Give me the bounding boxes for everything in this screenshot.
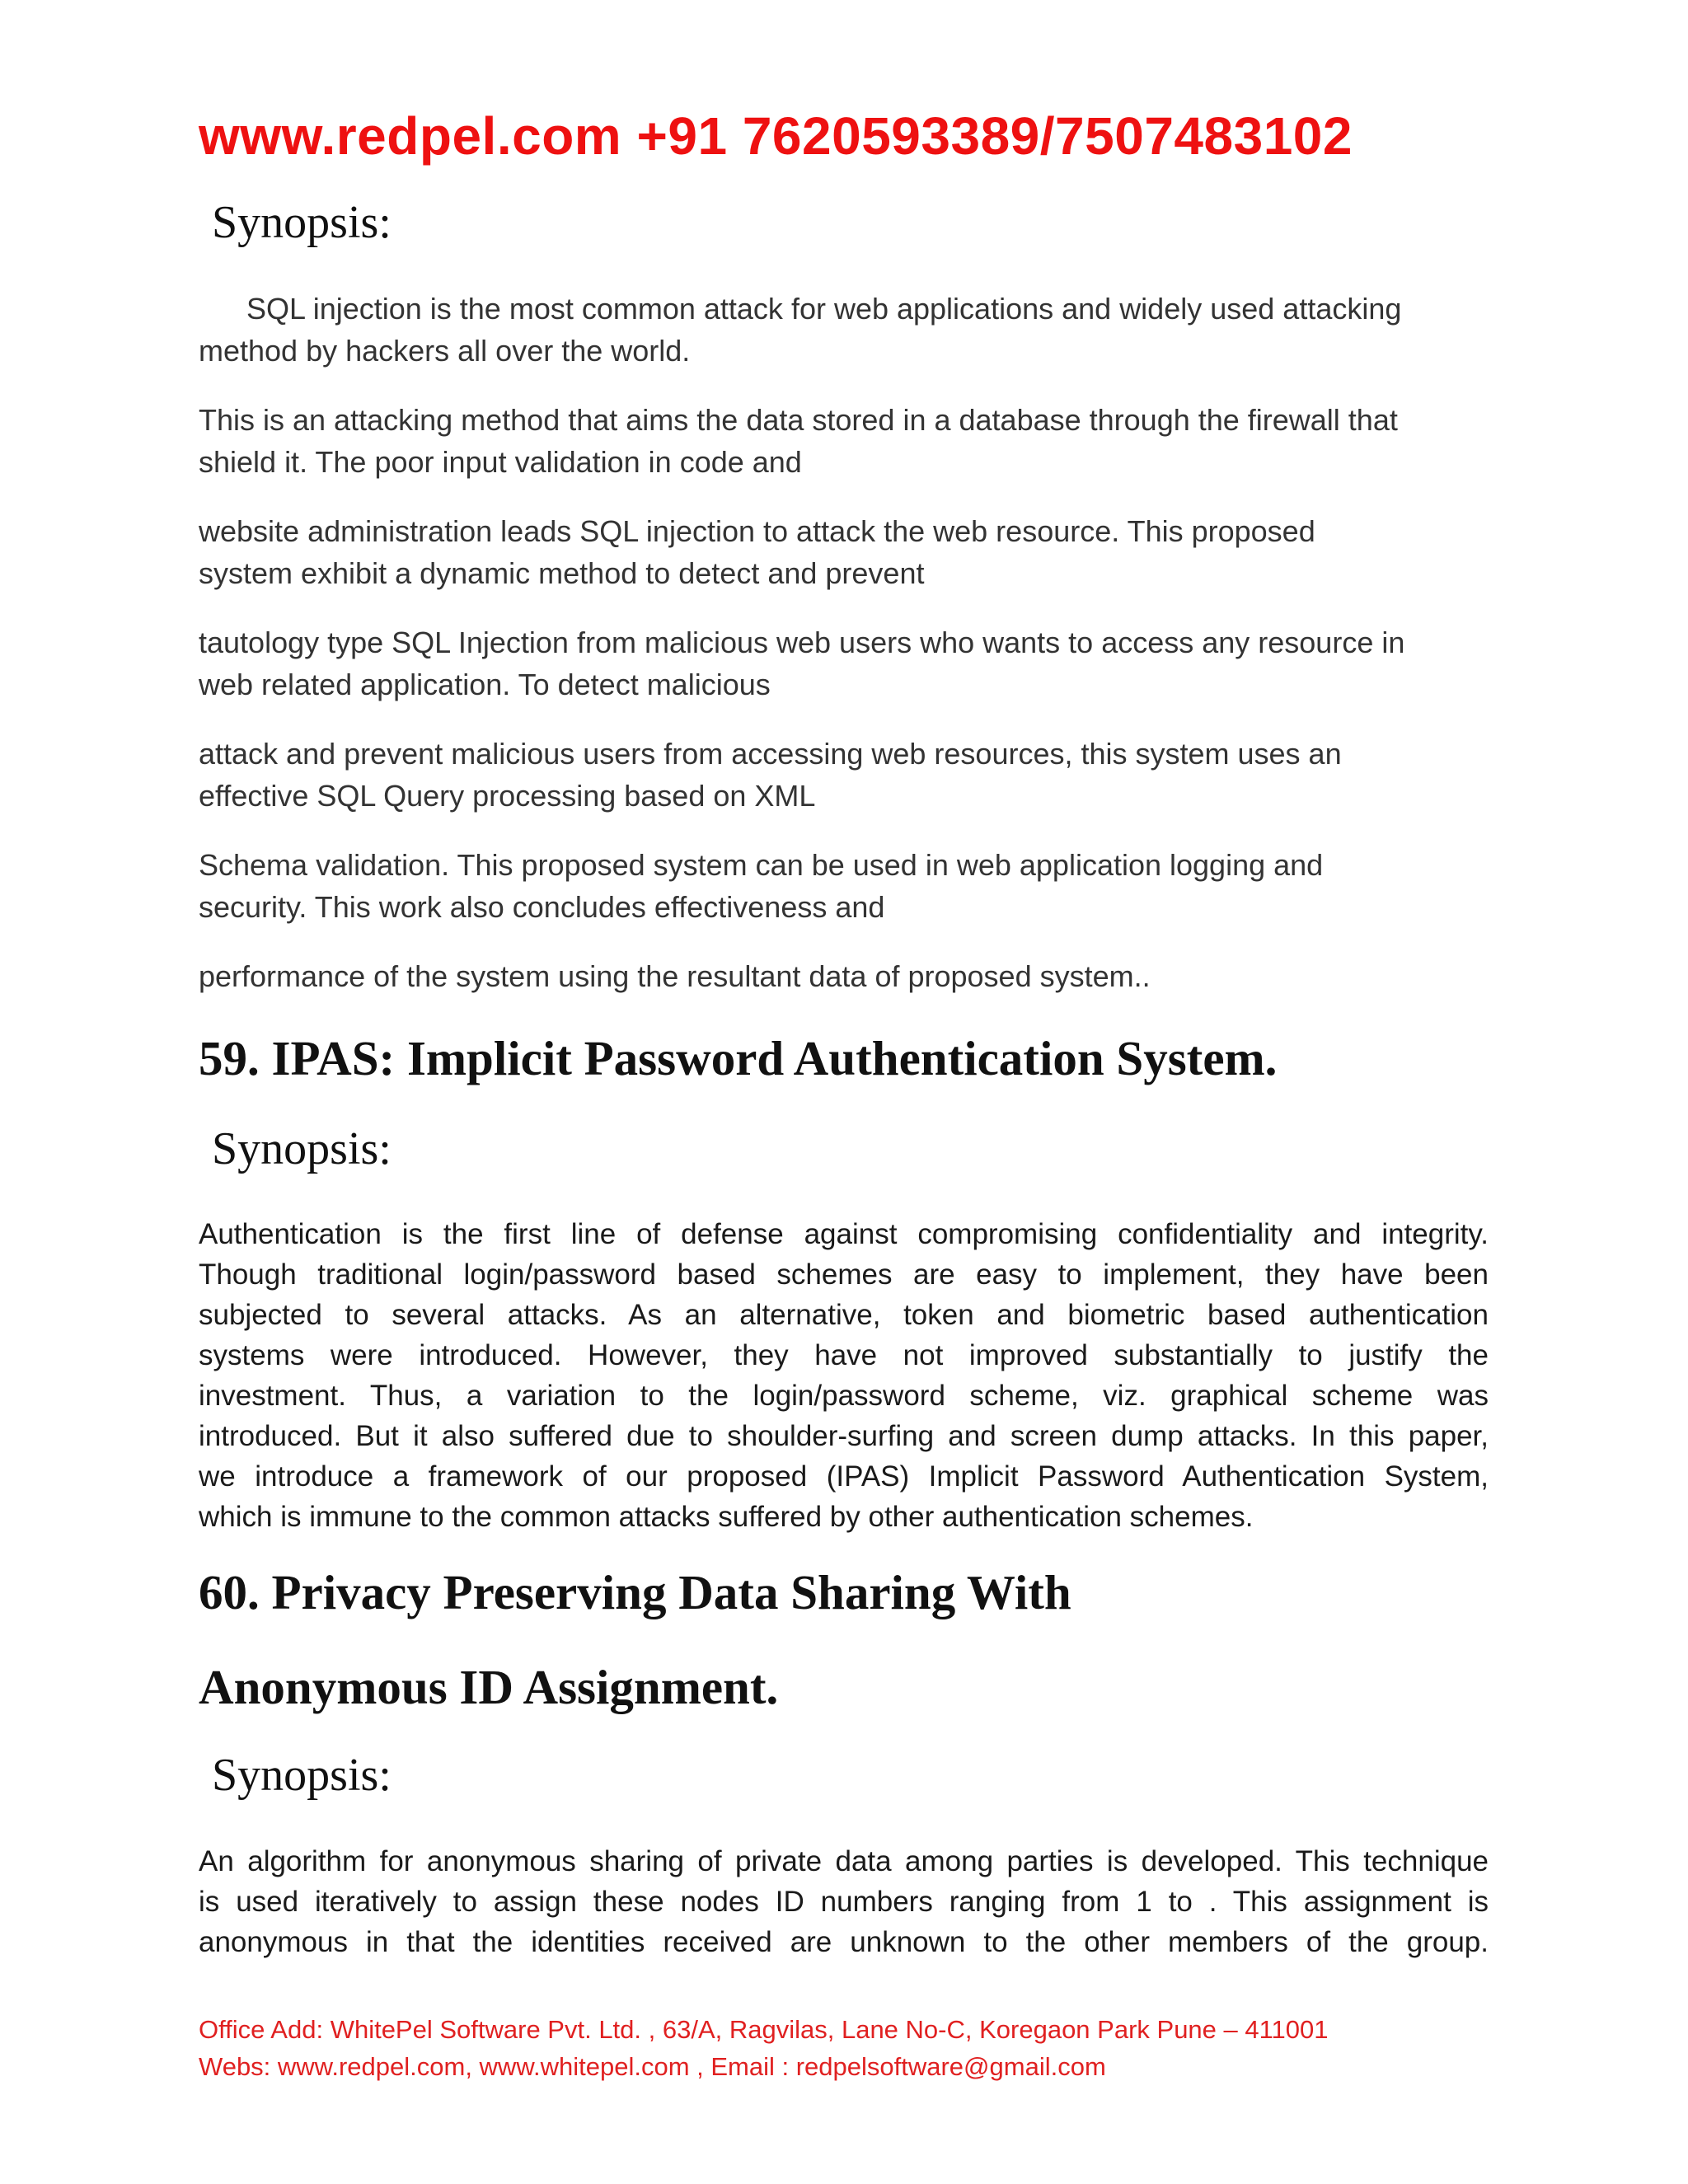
text-line: website administration leads SQL injection to attack the web resource. This proposed [199,514,1315,548]
synopsis-paragraph [199,288,1489,372]
text-line: which is immune to the common attacks suffered by other authentication schemes. [199,1501,1254,1533]
footer-address: Office Add: WhitePel Software Pvt. Ltd. , 63/A, Ragvilas, Lane No-C, Koregaon Park Pune – 411001 [199,2015,1329,2044]
text-line: anonymous in that the identities received are unknown to the other members of the group. [199,1926,1489,1958]
text-line: investment. Thus, a variation to the login/password scheme, viz. graphical scheme was [199,1380,1489,1412]
text-line: system exhibit a dynamic method to detect and prevent [199,556,925,590]
synopsis-paragraph [199,733,1489,817]
text-line: Authentication is the first line of defense against compromising confidentiality and integrity. [199,1218,1489,1250]
text-line: effective SQL Query processing based on XML [199,779,816,813]
text-line: An algorithm for anonymous sharing of private data among parties is developed. This technique [199,1845,1489,1877]
synopsis-label: Synopsis: [212,197,392,248]
synopsis-label: Synopsis: [212,1750,392,1801]
text-line: subjected to several attacks. As an alternative, token and biometric based authentication [199,1299,1489,1331]
text-line: method by hackers all over the world. [199,334,691,368]
section-heading-60: 60. Privacy Preserving Data Sharing With [199,1565,1071,1619]
text-line: SQL injection is the most common attack for web applications and widely used attacking [246,292,1402,326]
text-line: performance of the system using the resultant data of proposed system.. [199,959,1151,993]
synopsis-label: Synopsis: [212,1123,392,1174]
text-line: we introduce a framework of our proposed (IPAS) Implicit Password Authentication System, [199,1460,1489,1493]
text-line: is used iteratively to assign these nodes ID numbers ranging from 1 to . This assignment is [199,1886,1489,1918]
footer-websites: Webs: www.redpel.com, www.whitepel.com , Email : redpelsoftware@gmail.com [199,2052,1106,2081]
synopsis-paragraph [199,621,1489,705]
synopsis-paragraph [199,1214,1489,1537]
text-line: Though traditional login/password based schemes are easy to implement, they have been [199,1258,1489,1291]
text-line: shield it. The poor input validation in code and [199,445,802,479]
synopsis-paragraph [199,955,1489,997]
synopsis-paragraph [199,844,1489,928]
text-line: Schema validation. This proposed system can be used in web application logging and [199,848,1324,882]
synopsis-paragraph [199,510,1489,594]
text-line: This is an attacking method that aims the data stored in a database through the firewall that [199,403,1398,437]
synopsis-paragraph [199,1841,1489,1962]
text-line: systems were introduced. However, they have not improved substantially to justify the [199,1339,1489,1371]
section-heading-59: 59. IPAS: Implicit Password Authentication System. [199,1031,1278,1085]
text-line: tautology type SQL Injection from malicious web users who wants to access any resource in [199,626,1405,659]
text-line: web related application. To detect malicious [199,668,771,701]
text-line: attack and prevent malicious users from accessing web resources, this system uses an [199,737,1342,771]
text-line: security. This work also concludes effectiveness and [199,890,885,924]
synopsis-paragraph [199,399,1489,483]
page-footer [199,2011,1329,2085]
contact-header: www.redpel.com +91 7620593389/7507483102 [199,106,1353,166]
section-heading-60-cont: Anonymous ID Assignment. [199,1660,779,1714]
text-line: introduced. But it also suffered due to shoulder-surfing and screen dump attacks. In this paper, [199,1420,1489,1452]
